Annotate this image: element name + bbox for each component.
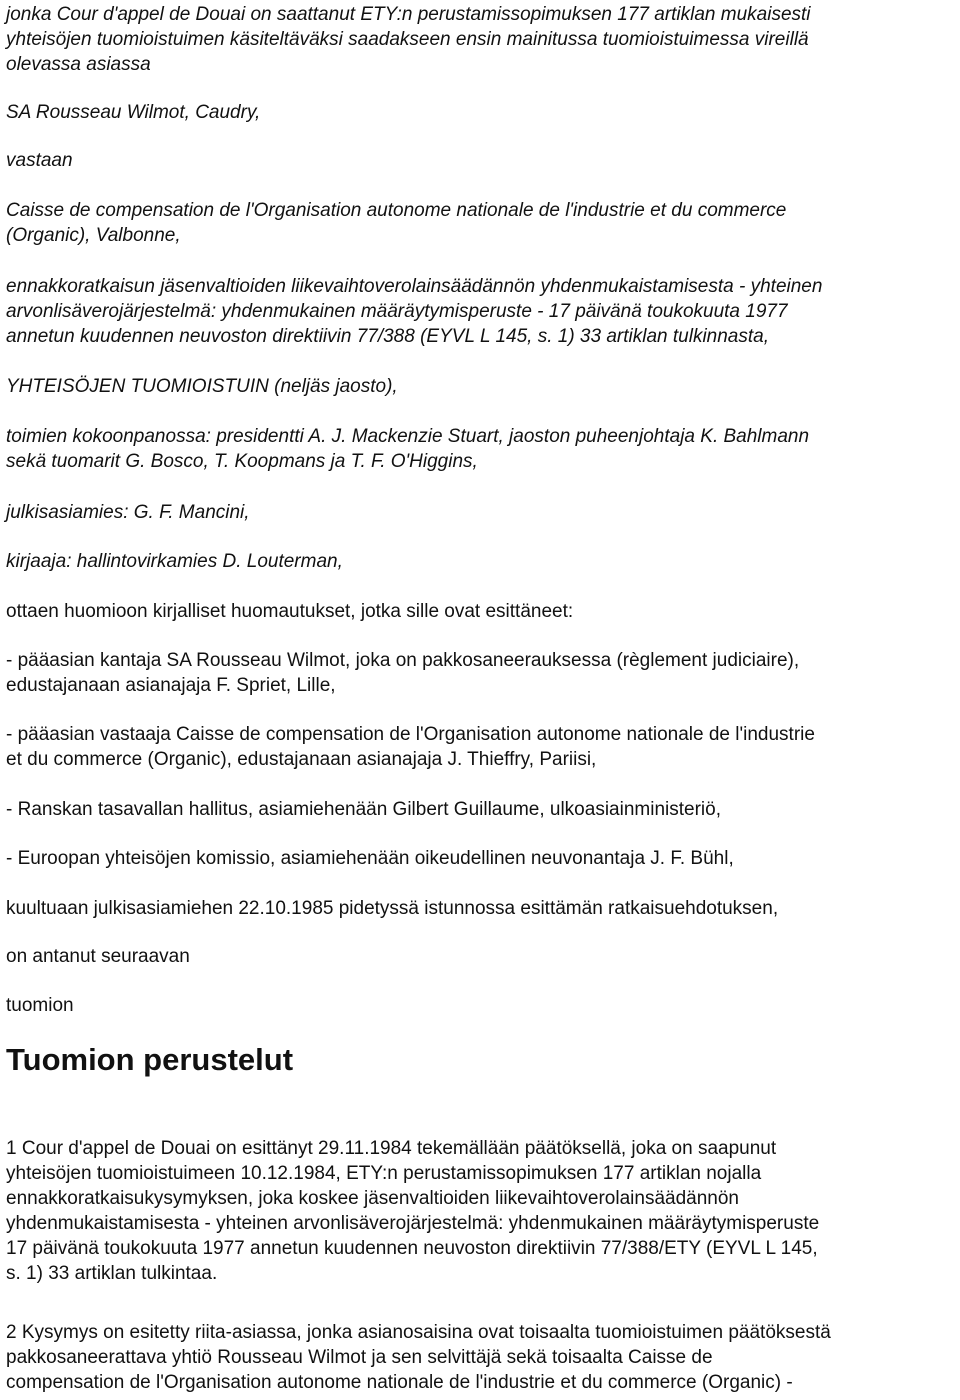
subject-line-1: ennakkoratkaisun jäsenvaltioiden liikevaihtoverolainsäädännön yhdenmukaistamisesta - yhteinen xyxy=(6,276,823,297)
observation-3: - Ranskan tasavallan hallitus, asiamiehenään Gilbert Guillaume, ulkoasiainministeriö, xyxy=(6,799,721,820)
registrar: kirjaaja: hallintovirkamies D. Louterman, xyxy=(6,551,343,572)
paragraph-2-line-3: compensation de l'Organisation autonome nationale de l'industrie et du commerce (Organic) - xyxy=(6,1372,793,1393)
section-heading: Tuomion perustelut xyxy=(6,1042,294,1077)
intro-line-2: yhteisöjen tuomioistuimen käsiteltäväksi saadakseen ensin mainitussa tuomioistuimessa vireillä xyxy=(6,29,809,50)
paragraph-2-line-1: 2 Kysymys on esitetty riita-asiassa, jonka asianosaisina ovat toisaalta tuomioistuimen päätöksestä xyxy=(6,1322,831,1343)
observation-4: - Euroopan yhteisöjen komissio, asiamiehenään oikeudellinen neuvonantaja J. F. Bühl, xyxy=(6,848,734,869)
observation-2-line-1: - pääasian vastaaja Caisse de compensation de l'Organisation autonome nationale de l'industrie xyxy=(6,724,815,745)
delivered-statement: on antanut seuraavan xyxy=(6,946,190,967)
observation-2 xyxy=(6,722,956,772)
intro-paragraph xyxy=(6,2,956,77)
intro-line-1: jonka Cour d'appel de Douai on saattanut ETY:n perustamissopimuksen 177 artiklan mukaisesti xyxy=(6,4,811,25)
versus: vastaan xyxy=(6,150,73,171)
subject-line-2: arvonlisäverojärjestelmä: yhdenmukainen määräytymisperuste - 17 päivänä toukokuuta 1977 xyxy=(6,301,788,322)
hearing-statement: kuultuaan julkisasiamiehen 22.10.1985 pidetyssä istunnossa esittämän ratkaisuehdotuksen, xyxy=(6,898,779,919)
observation-1 xyxy=(6,648,956,698)
paragraph-1-line-6: s. 1) 33 artiklan tulkintaa. xyxy=(6,1263,218,1284)
defendant xyxy=(6,198,956,248)
intro-line-3: olevassa asiassa xyxy=(6,54,151,75)
subject-paragraph xyxy=(6,274,956,349)
advocate-general: julkisasiamies: G. F. Mancini, xyxy=(6,502,250,523)
judgment-label: tuomion xyxy=(6,995,74,1016)
paragraph-2 xyxy=(6,1320,956,1395)
paragraph-1-line-4: yhdenmukaistamisesta - yhteinen arvonlisäverojärjestelmä: yhdenmukainen määräytymisperuste xyxy=(6,1213,820,1234)
paragraph-1-line-3: ennakkoratkaisukysymyksen, joka koskee jäsenvaltioiden liikevaihtoverolainsäädännön xyxy=(6,1188,739,1209)
defendant-line-1: Caisse de compensation de l'Organisation autonome nationale de l'industrie et du commerce xyxy=(6,200,787,221)
composition xyxy=(6,424,956,474)
paragraph-1-line-1: 1 Cour d'appel de Douai on esittänyt 29.11.1984 tekemällään päätöksellä, joka on saapunut xyxy=(6,1138,777,1159)
composition-line-1: toimien kokoonpanossa: presidentti A. J. Mackenzie Stuart, jaoston puheenjohtaja K. Bahlmann xyxy=(6,426,810,447)
court-name: YHTEISÖJEN TUOMIOISTUIN (neljäs jaosto), xyxy=(6,376,398,397)
observation-2-line-2: et du commerce (Organic), edustajanaan asianajaja J. Thieffry, Pariisi, xyxy=(6,749,597,770)
observation-1-line-1: - pääasian kantaja SA Rousseau Wilmot, joka on pakkosaneerauksessa (règlement judiciaire), xyxy=(6,650,800,671)
observation-1-line-2: edustajanaan asianajaja F. Spriet, Lille, xyxy=(6,675,336,696)
observations-intro: ottaen huomioon kirjalliset huomautukset, jotka sille ovat esittäneet: xyxy=(6,601,574,622)
paragraph-1 xyxy=(6,1136,956,1286)
paragraph-2-line-2: pakkosaneerattava yhtiö Rousseau Wilmot ja sen selvittäjä sekä toisaalta Caisse de xyxy=(6,1347,713,1368)
defendant-line-2: (Organic), Valbonne, xyxy=(6,225,181,246)
paragraph-1-line-5: 17 päivänä toukokuuta 1977 annetun kuudennen neuvoston direktiivin 77/388/ETY (EYVL L 145, xyxy=(6,1238,818,1259)
plaintiff: SA Rousseau Wilmot, Caudry, xyxy=(6,102,261,123)
composition-line-2: sekä tuomarit G. Bosco, T. Koopmans ja T. F. O'Higgins, xyxy=(6,451,478,472)
paragraph-1-line-2: yhteisöjen tuomioistuimeen 10.12.1984, ETY:n perustamissopimuksen 177 artiklan nojalla xyxy=(6,1163,762,1184)
subject-line-3: annetun kuudennen neuvoston direktiivin 77/388 (EYVL L 145, s. 1) 33 artiklan tulkinnasta, xyxy=(6,326,769,347)
